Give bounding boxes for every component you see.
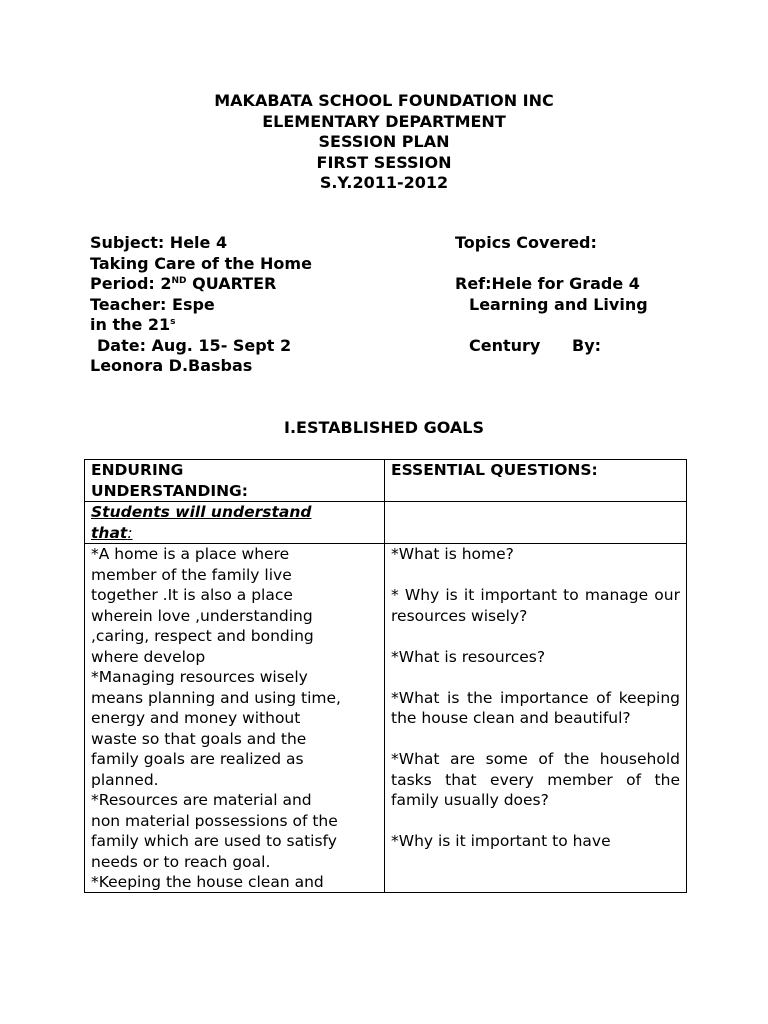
header-line: ENDURING [91,461,184,479]
session-label: FIRST SESSION [316,152,452,172]
students-line-2 [91,523,378,544]
understanding-line: family which are used to satisfy [91,832,337,850]
question-item: *Why is it important to have [391,832,611,850]
empty-cell [385,502,687,544]
enduring-understanding-cell [85,544,385,893]
school-name: MAKABATA SCHOOL FOUNDATION INC [214,91,554,110]
question-item: *What is resources? [391,647,546,666]
understanding-line: where develop [91,647,206,666]
table-subheader-row [85,502,687,544]
date-line: Date: Aug. 15- Sept 2 [97,336,292,355]
subject-title-line: Taking Care of the Home [90,254,312,273]
in-the-superscript: s [170,317,176,327]
understanding-line: *Keeping the house clean and [91,873,324,891]
students-that: that [91,523,128,542]
question-item: *What is home? [391,545,514,563]
question-item: *What are some of the household tasks that every member of the family usually does? [391,750,680,809]
period-superscript: ND [171,276,187,286]
header-line: UNDERSTANDING: [91,481,248,500]
teacher-line: Teacher: Espe [90,295,215,314]
author-line: Leonora D.Basbas [90,356,253,375]
by-text: By: [572,336,602,355]
reference-title-line: Learning and Living [469,295,648,314]
period-prefix: Period: 2 [90,274,172,293]
table-content-row [85,544,687,893]
understanding-line: *Managing resources wisely [91,668,308,686]
reference-line: Ref:Hele for Grade 4 [455,274,640,293]
enduring-understanding-header [85,460,385,502]
understanding-text [91,544,378,892]
understanding-line: *A home is a place where [91,545,290,563]
in-the-line [90,315,176,336]
subject-line: Subject: Hele 4 [90,233,228,252]
century-text: Century [469,336,541,355]
goals-table [84,459,687,893]
question-item: *What is the importance of keeping the house clean and beautiful? [391,688,680,727]
students-colon: : [127,523,133,542]
department-name: ELEMENTARY DEPARTMENT [262,111,506,131]
students-understand-cell [85,502,385,544]
understanding-line: member of the family live [91,565,292,584]
topics-covered-label: Topics Covered: [455,233,597,252]
question-item: * Why is it important to manage our resources wisely? [391,586,680,625]
essential-questions-header: ESSENTIAL QUESTIONS: [385,460,687,502]
document-type: SESSION PLAN [318,132,450,151]
understanding-line: waste so that goals and the [91,729,307,748]
understanding-line: family goals are realized as [91,750,304,768]
essential-questions-cell [385,544,687,893]
period-suffix: QUARTER [186,274,277,293]
understanding-line: non material possessions of the [91,811,338,830]
understanding-line: planned. [91,770,159,789]
document-header [0,91,768,194]
section-title: I.ESTABLISHED GOALS [284,418,484,437]
understanding-line: *Resources are material and [91,791,312,809]
understanding-line: means planning and using time, [91,688,341,707]
understanding-line: together .It is also a place [91,586,293,604]
understanding-line: wherein love ,understanding [91,606,313,625]
understanding-line: ,caring, respect and bonding [91,627,314,645]
questions-list [391,544,680,892]
understanding-line: energy and money without [91,709,301,727]
students-line-1: Students will understand [91,503,312,521]
period-line [90,274,276,295]
understanding-line: needs or to reach goal. [91,852,271,871]
school-year: S.Y.2011-2012 [319,173,449,192]
in-the-text: in the 21 [90,315,171,334]
table-header-row [85,460,687,502]
